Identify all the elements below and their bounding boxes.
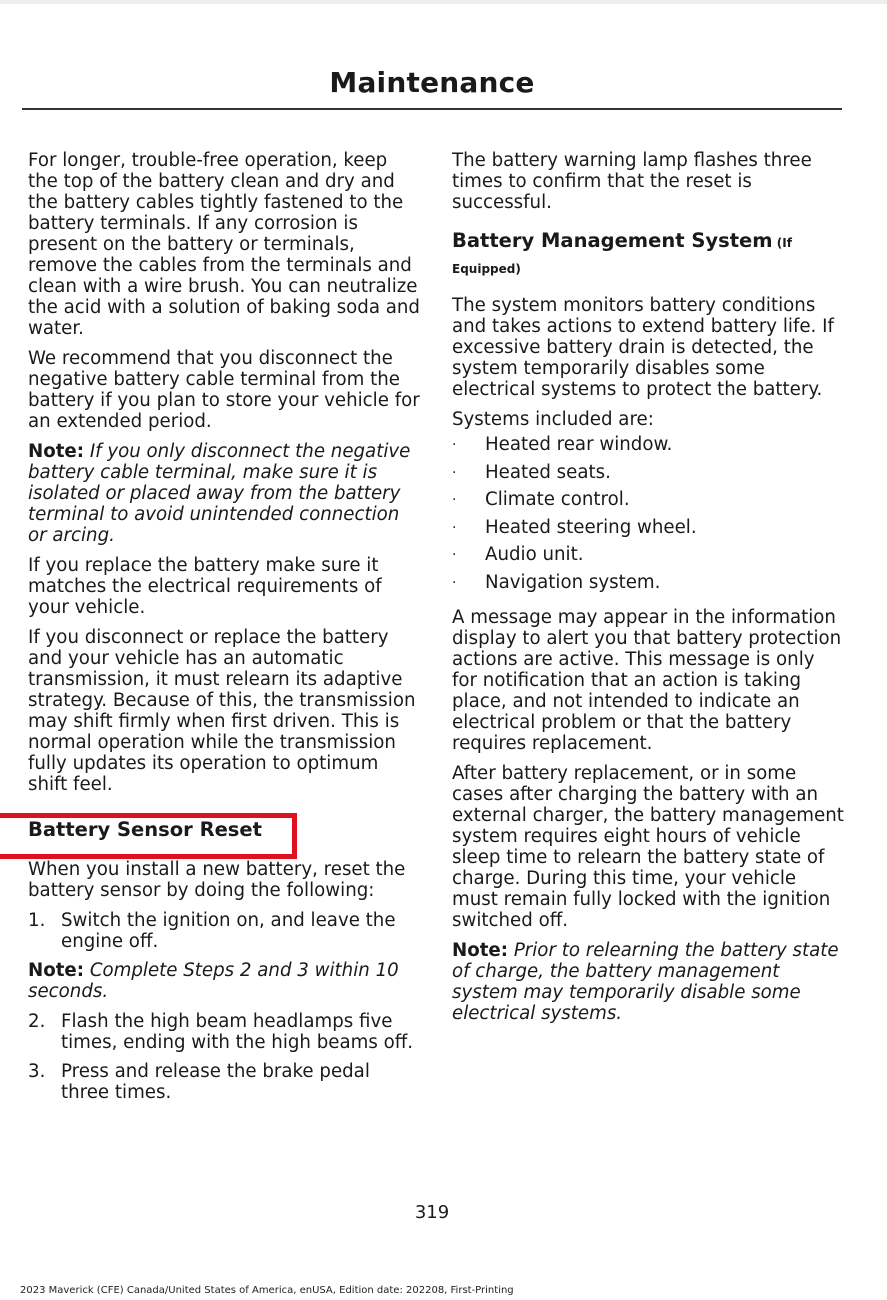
step-text: Flash the high beam headlamps five times, ending with the high beams off.: [61, 1011, 414, 1053]
list-item: [28, 910, 420, 952]
right-column: [452, 150, 844, 1033]
bms-note: [452, 940, 844, 1024]
note-label: Note:: [452, 940, 509, 961]
bms-heading-text: Battery Management System: [452, 229, 773, 252]
bms-heading: [452, 229, 844, 281]
sensor-intro-paragraph: When you install a new battery, reset the battery sensor by doing the following:: [28, 859, 406, 901]
list-item: [452, 544, 844, 572]
bullet-icon: ·: [452, 492, 457, 508]
list-item: [452, 517, 844, 545]
step-text: Switch the ignition on, and leave the engine off.: [61, 910, 396, 952]
page-number: 319: [414, 1202, 450, 1223]
system-label: Navigation system.: [485, 571, 661, 593]
step-text: Press and release the brake pedal three times.: [61, 1061, 370, 1103]
relearn-paragraph: After battery replacement, or in some cases after charging the battery with an external charger, the battery management system requires eight hours of vehicle sleep time to relearn the battery state of charge. During this time, your vehicle must remain fully locked with the ignition switched off.: [452, 763, 844, 931]
reset-steps-list: [28, 910, 420, 952]
storage-paragraph: We recommend that you disconnect the negative battery cable terminal from the battery if you plan to store your vehicle for an extended period.: [28, 348, 420, 432]
note-text: If you only disconnect the negative battery cable terminal, make sure it is isolated or placed away from the battery terminal to avoid unintended connection or arcing.: [28, 441, 411, 546]
warning-lamp-paragraph: The battery warning lamp flashes three times to confirm that the reset is successful.: [452, 150, 812, 213]
note-label: Note:: [28, 960, 85, 981]
title-rule: [22, 108, 842, 110]
reset-steps-list-continued: [28, 1011, 420, 1103]
bms-heading-qualifier: (If Equipped): [452, 236, 792, 276]
bms-description-paragraph: The system monitors battery conditions and takes actions to extend battery life. If excessive battery drain is detected, the system temporarily disables some electrical systems to protect the battery.: [452, 295, 834, 400]
list-item: [452, 489, 844, 517]
bullet-icon: ·: [452, 464, 457, 481]
systems-intro: Systems included are:: [452, 409, 654, 430]
edition-footer: 2023 Maverick (CFE) Canada/United States of America, enUSA, Edition date: 202208, First-Printing: [20, 1285, 514, 1296]
top-border: [0, 0, 887, 4]
left-column: [28, 150, 420, 1111]
disconnect-note: [28, 441, 420, 546]
system-label: Climate control.: [485, 489, 630, 510]
note-text: Complete Steps 2 and 3 within 10 seconds.: [28, 960, 399, 1002]
list-item: [28, 1011, 420, 1053]
step-number: 3.: [28, 1061, 46, 1082]
note-label: Note:: [28, 441, 85, 462]
bullet-icon: ·: [452, 547, 457, 563]
note-text: Prior to relearning the battery state of charge, the battery management system may temporarily disable some electrical systems.: [452, 940, 839, 1024]
systems-list: [452, 434, 844, 599]
list-item: [452, 462, 844, 490]
system-label: Heated steering wheel.: [485, 516, 697, 538]
step-number: 2.: [28, 1011, 46, 1032]
sensor-heading-block: [0, 813, 420, 857]
bullet-icon: ·: [452, 437, 457, 453]
list-item: [452, 434, 844, 462]
steps-timing-note: [28, 960, 420, 1002]
bullet-icon: ·: [452, 519, 457, 536]
system-label: Heated rear window.: [485, 434, 673, 455]
system-label: Heated seats.: [485, 461, 611, 483]
page-title: Maintenance: [329, 66, 535, 99]
message-paragraph: A message may appear in the information display to alert you that battery protection actions are active. This message is only for notification that an action is taking place, and not intended to indicate an electrical problem or that the battery requires replacement.: [452, 607, 842, 754]
transmission-paragraph: If you disconnect or replace the battery and your vehicle has an automatic transmission, it must relearn its adaptive strategy. Because of this, the transmission may shift firmly when first driven. This is normal operation while the transmission fully updates its operation to optimum shift feel.: [28, 627, 416, 795]
system-label: Audio unit.: [485, 544, 584, 565]
list-item: [28, 1061, 420, 1103]
replace-paragraph: If you replace the battery make sure it matches the electrical requirements of your vehicle.: [28, 555, 382, 618]
battery-care-paragraph: For longer, trouble-free operation, keep the top of the battery clean and dry and the battery cables tightly fastened to the battery terminals. If any corrosion is present on the battery or terminals, remove the cables from the terminals and clean with a wire brush. You can neutralize the acid with a solution of baking soda and water.: [28, 150, 420, 339]
bullet-icon: ·: [452, 574, 457, 591]
sensor-reset-heading: Battery Sensor Reset: [28, 818, 262, 841]
step-number: 1.: [28, 910, 46, 931]
list-item: [452, 572, 844, 600]
